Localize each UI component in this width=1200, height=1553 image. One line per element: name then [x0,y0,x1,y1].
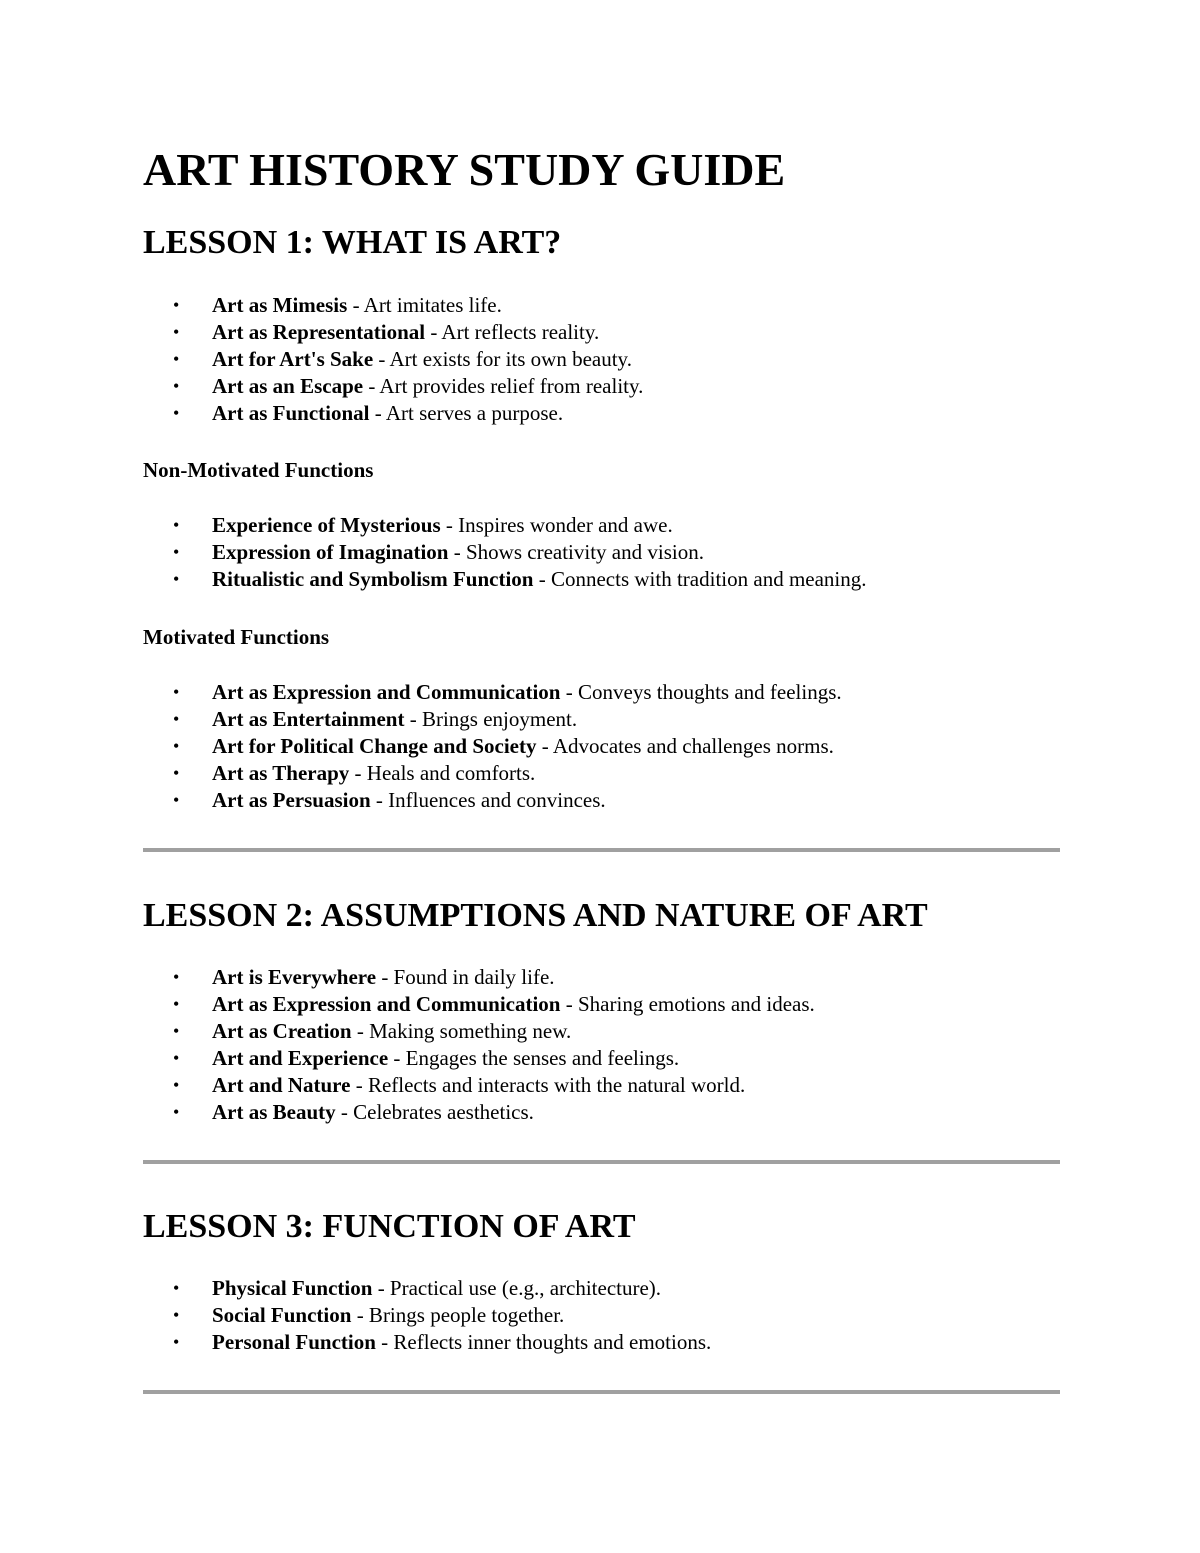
bullet-icon: • [173,1305,180,1325]
item-term: Art as Representational [212,320,426,344]
bullet-icon: • [173,736,180,756]
bullet-icon: • [173,994,180,1014]
lesson-2-heading: LESSON 2: ASSUMPTIONS AND NATURE OF ART [143,897,928,934]
item-description: - Art reflects reality. [425,320,600,344]
list-item [143,319,643,346]
lesson-3-heading: LESSON 3: FUNCTION OF ART [143,1208,636,1245]
item-description: - Reflects inner thoughts and emotions. [375,1330,712,1354]
item-description: - Art provides relief from reality. [363,374,644,398]
bullet-icon: • [173,569,180,589]
item-description: - Practical use (e.g., architecture). [372,1276,662,1300]
list-item [143,787,842,814]
list-item [143,1329,711,1356]
item-term: Art as Creation [212,1019,352,1043]
bullet-icon: • [173,682,180,702]
item-term: Art as Mimesis [212,293,348,317]
bullet-icon: • [173,1332,180,1352]
item-description: - Engages the senses and feelings. [388,1046,680,1070]
item-description: - Art serves a purpose. [369,401,564,425]
item-term: Personal Function [212,1330,376,1354]
bullet-icon: • [173,295,180,315]
list-item [143,400,643,427]
non-motivated-list [143,512,867,593]
item-term: Art as Expression and Communication [212,992,561,1016]
list-item [143,1045,815,1072]
list-item [143,346,643,373]
list-item [143,566,867,593]
item-description: - Sharing emotions and ideas. [560,992,815,1016]
item-term: Art and Nature [212,1073,351,1097]
list-item [143,991,815,1018]
item-description: - Inspires wonder and awe. [440,513,673,537]
item-description: - Celebrates aesthetics. [335,1100,534,1124]
list-item [143,373,643,400]
lesson-1-list [143,292,643,427]
bullet-icon: • [173,709,180,729]
lesson-3-list [143,1275,711,1356]
motivated-heading: Motivated Functions [143,625,330,649]
item-description: - Brings enjoyment. [404,707,578,731]
item-description: - Influences and convinces. [370,788,606,812]
lesson-2-list [143,964,815,1126]
bullet-icon: • [173,763,180,783]
section-divider [143,848,1060,852]
list-item [143,292,643,319]
item-term: Art is Everywhere [212,965,377,989]
item-term: Art as Beauty [212,1100,336,1124]
item-description: - Conveys thoughts and feelings. [560,680,842,704]
item-term: Art as Functional [212,401,370,425]
item-term: Art as Entertainment [212,707,405,731]
bullet-icon: • [173,322,180,342]
list-item [143,1072,815,1099]
item-description: - Shows creativity and vision. [448,540,704,564]
bullet-icon: • [173,515,180,535]
bullet-icon: • [173,1278,180,1298]
bullet-icon: • [173,403,180,423]
list-item [143,512,867,539]
item-description: - Brings people together. [351,1303,565,1327]
item-description: - Heals and comforts. [349,761,536,785]
item-term: Physical Function [212,1276,373,1300]
list-item [143,1302,711,1329]
item-term: Art as Therapy [212,761,350,785]
section-divider [143,1390,1060,1394]
bullet-icon: • [173,790,180,810]
item-term: Art as Expression and Communication [212,680,561,704]
lesson-1-heading: LESSON 1: WHAT IS ART? [143,224,562,261]
item-term: Art and Experience [212,1046,389,1070]
item-term: Social Function [212,1303,352,1327]
item-description: - Art exists for its own beauty. [373,347,632,371]
bullet-icon: • [173,1048,180,1068]
list-item [143,679,842,706]
item-term: Expression of Imagination [212,540,449,564]
motivated-list [143,679,842,814]
item-term: Experience of Mysterious [212,513,441,537]
non-motivated-heading: Non-Motivated Functions [143,458,374,482]
list-item [143,1018,815,1045]
bullet-icon: • [173,376,180,396]
item-term: Ritualistic and Symbolism Function [212,567,534,591]
section-divider [143,1160,1060,1164]
item-term: Art for Political Change and Society [212,734,537,758]
list-item [143,1099,815,1126]
list-item [143,706,842,733]
list-item [143,539,867,566]
item-description: - Connects with tradition and meaning. [533,567,867,591]
item-description: - Found in daily life. [376,965,555,989]
document-title: ART HISTORY STUDY GUIDE [143,144,786,195]
list-item [143,733,842,760]
list-item [143,964,815,991]
bullet-icon: • [173,1021,180,1041]
bullet-icon: • [173,349,180,369]
item-description: - Reflects and interacts with the natural world. [350,1073,746,1097]
bullet-icon: • [173,1075,180,1095]
item-term: Art as an Escape [212,374,364,398]
item-description: - Making something new. [351,1019,572,1043]
bullet-icon: • [173,1102,180,1122]
item-term: Art as Persuasion [212,788,371,812]
bullet-icon: • [173,542,180,562]
item-description: - Art imitates life. [347,293,502,317]
bullet-icon: • [173,967,180,987]
item-description: - Advocates and challenges norms. [536,734,834,758]
item-term: Art for Art's Sake [212,347,374,371]
list-item [143,760,842,787]
list-item [143,1275,711,1302]
